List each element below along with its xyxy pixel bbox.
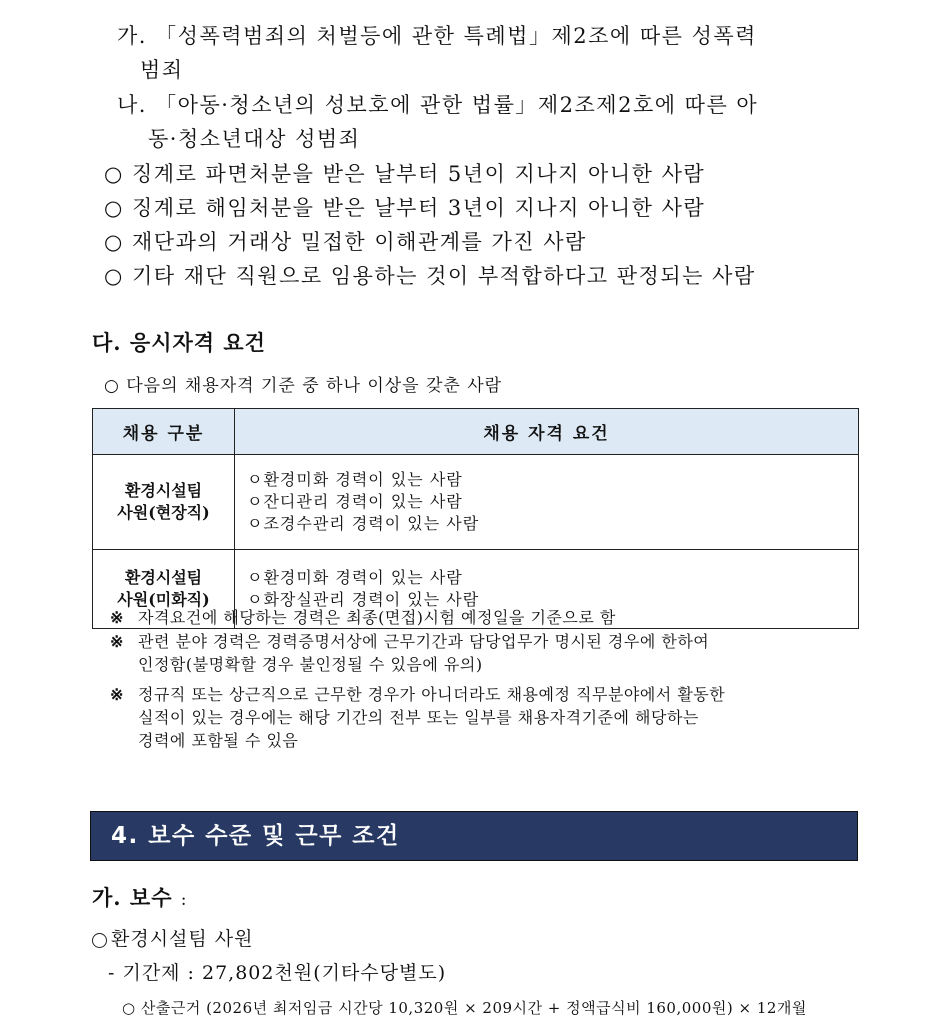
disq-item: ○ 기타 재단 직원으로 임용하는 것이 부적합하다고 판정되는 사람: [104, 264, 756, 288]
note-text: [138, 683, 878, 752]
requirement-item: ㅇ화장실관리 경력이 있는 사람: [247, 590, 480, 609]
section-da-intro: ○ 다음의 채용자격 기준 중 하나 이상을 갖춘 사람: [104, 376, 503, 396]
note-text: [138, 630, 878, 676]
item-na-cont: 동·청소년대상 성범죄: [148, 127, 361, 151]
item-na-prefix: 나.: [117, 93, 147, 117]
pay-detail: - 기간제 : 27,802천원(기타수당별도): [108, 962, 447, 984]
pay-heading: [92, 882, 188, 912]
pay-heading-colon: :: [180, 890, 188, 910]
note-mark: ※: [110, 685, 124, 704]
pay-group-label: 환경시설팀 사원: [111, 928, 254, 950]
requirement-item: ㅇ환경미화 경력이 있는 사람: [247, 568, 463, 587]
item-na: [117, 89, 758, 119]
note-line: 경력에 포함될 수 있음: [138, 731, 299, 750]
pay-group: [92, 924, 254, 951]
pay-basis: ○ 산출근거 (2026년 최저임금 시간당 10,320원 × 209시간 + 정액급식비 160,000원) × 12개월: [122, 999, 807, 1017]
note-mark: ※: [110, 632, 124, 651]
note-line: 실적이 있는 경우에는 해당 기간의 전부 또는 일부를 채용자격기준에 해당하는: [138, 708, 699, 727]
note-line: 자격요건에 해당하는 경력은 최종(면접)시험 예정일을 기준으로 함: [138, 608, 616, 627]
item-ga-text: 「성폭력범죄의 처벌등에 관한 특례법」제2조에 따른 성폭력: [155, 24, 757, 48]
item-ga-cont: 범죄: [140, 58, 184, 82]
category-line: 사원(미화직): [117, 590, 210, 609]
note-line: 인정함(불명확할 경우 불인정될 수 있음에 유의): [138, 655, 483, 674]
disq-item: ○ 재단과의 거래상 밀접한 이해관계를 가진 사람: [104, 230, 587, 254]
section-title-da: 다. 응시자격 요건: [92, 330, 266, 355]
disq-item: ○ 징계로 파면처분을 받은 날부터 5년이 지나지 아니한 사람: [104, 162, 706, 186]
requirement-item: ㅇ환경미화 경력이 있는 사람: [247, 470, 463, 489]
item-na-text: 「아동·청소년의 성보호에 관한 법률」제2조제2호에 따른 아: [155, 93, 759, 117]
requirements-cell: [235, 455, 859, 550]
table-header-category: 채용 구분: [93, 409, 235, 455]
table-row: [93, 455, 859, 550]
category-line: 환경시설팀: [124, 481, 203, 500]
note-mark: ※: [110, 608, 124, 627]
table-header-requirements: 채용 자격 요건: [235, 409, 859, 455]
item-ga-prefix: 가.: [117, 24, 147, 48]
requirement-item: ㅇ조경수관리 경력이 있는 사람: [247, 514, 480, 533]
note-text: [138, 606, 878, 629]
category-line: 환경시설팀: [124, 568, 203, 587]
circle-bullet-icon: [92, 933, 107, 948]
note-line: 정규직 또는 상근직으로 근무한 경우가 아니더라도 채용예정 직무분야에서 활동한: [138, 685, 726, 704]
disq-item: ○ 징계로 해임처분을 받은 날부터 3년이 지나지 아니한 사람: [104, 196, 706, 220]
requirements-table: [92, 408, 859, 629]
item-ga: [117, 20, 757, 50]
table-header-row: [93, 409, 859, 455]
section-banner: 4. 보수 수준 및 근무 조건: [90, 811, 858, 861]
category-cell: [93, 455, 235, 550]
category-line: 사원(현장직): [117, 503, 210, 522]
requirement-item: ㅇ잔디관리 경력이 있는 사람: [247, 492, 463, 511]
pay-heading-text: 가. 보수: [92, 885, 173, 910]
note-line: 관련 분야 경력은 경력증명서상에 근무기간과 담당업무가 명시된 경우에 한하여: [138, 632, 710, 651]
